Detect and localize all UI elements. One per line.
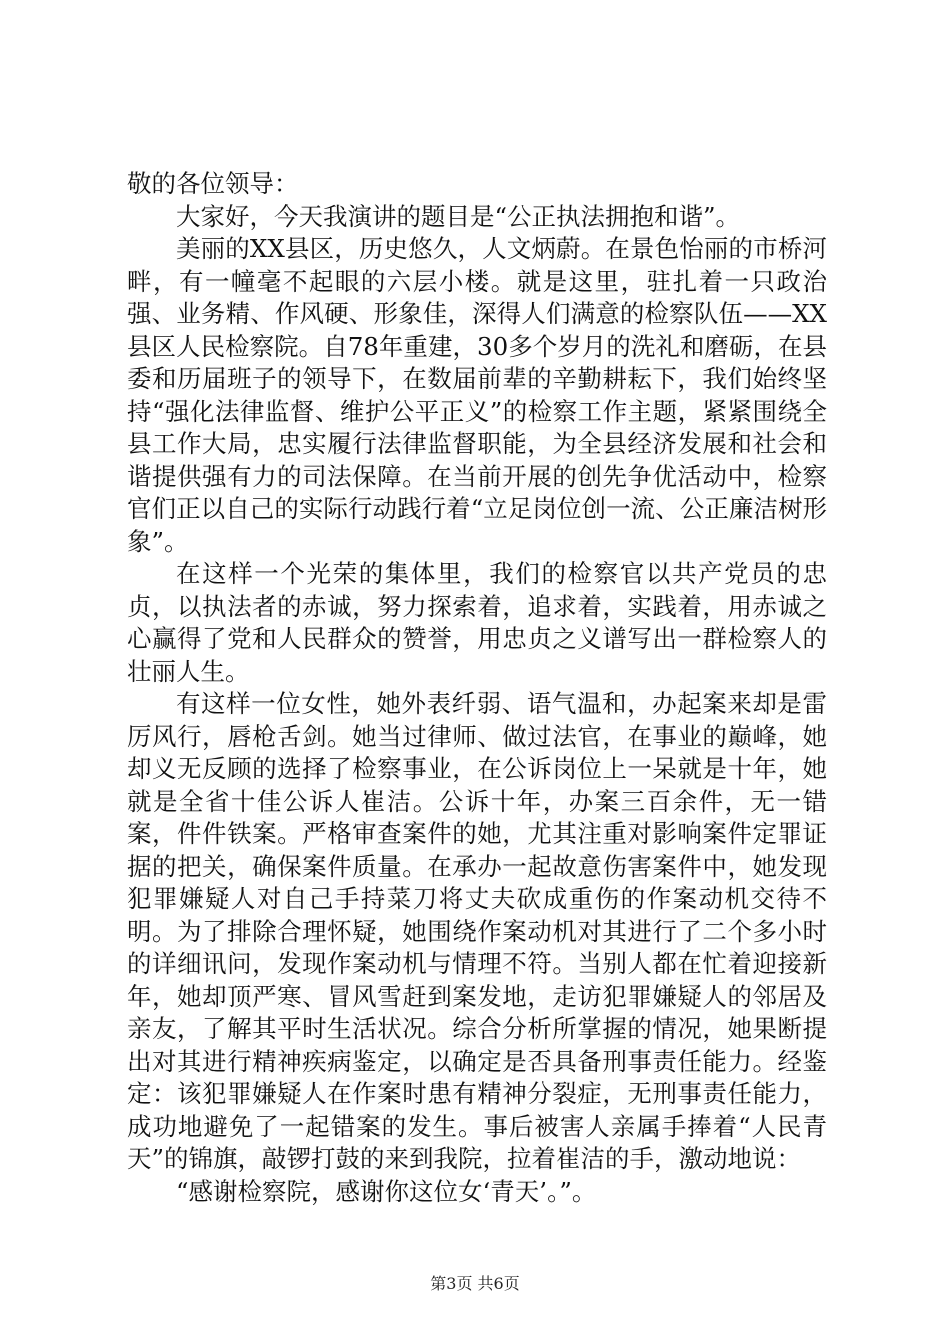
page-footer: 第3页 共6页 [430,1274,520,1293]
paragraph-collective: 在这样一个光荣的集体里，我们的检察官以共产党员的忠贞，以执法者的赤诚，努力探索着，追求着，实践着，用赤诚之心赢得了党和人民群众的赞誉，用忠贞之义谱写出一群检察人的壮丽人生。 [127,559,827,686]
paragraph-greeting: 大家好，今天我演讲的题目是“公正执法拥抱和谐”。 [176,201,741,231]
document-body [127,168,827,1208]
paragraph-quote: “感谢检察院，感谢你这位女‘青天’。”。 [176,1176,597,1206]
salutation: 敬的各位领导： [127,169,299,198]
paragraph-procuratorate-intro: 美丽的XX县区，历史悠久，人文炳蔚。在景色怡丽的市桥河畔，有一幢毫不起眼的六层小楼。就是这里，驻扎着一只政治强、业务精、作风硬、形象佳，深得人们满意的检察队伍——XX县区人民检察院。自78年重建，30多个岁月的洗礼和磨砺，在县委和历届班子的领导下，在数届前辈的辛勤耕耘下，我们始终坚持“强化法律监督、维护公平正义”的检察工作主题，紧紧围绕全县工作大局，忠实履行法律监督职能，为全县经济发展和社会和谐提供强有力的司法保障。在当前开展的创先争优活动中，检察官们正以自己的实际行动践行着“立足岗位创一流、公正廉洁树形象”。 [127,234,827,556]
paragraph-prosecutor-story: 有这样一位女性，她外表纤弱、语气温和，办起案来却是雷厉风行，唇枪舌剑。她当过律师、做过法官，在事业的巅峰，她却义无反顾的选择了检察事业，在公诉岗位上一呆就是十年，她就是全省十佳公诉人崔洁。公诉十年，办案三百余件，无一错案，件件铁案。严格审查案件的她，尤其注重对影响案件定罪证据的把关，确保案件质量。在承办一起故意伤害案件中，她发现犯罪嫌疑人对自己手持菜刀将丈夫砍成重伤的作案动机交待不明。为了排除合理怀疑，她围绕作案动机对其进行了二个多小时的详细讯问，发现作案动机与情理不符。当别人都在忙着迎接新年，她却顶严寒、冒风雪赶到案发地，走访犯罪嫌疑人的邻居及亲友，了解其平时生活状况。综合分析所掌握的情况，她果断提出对其进行精神疾病鉴定，以确定是否具备刑事责任能力。经鉴定：该犯罪嫌疑人在作案时患有精神分裂症，无刑事责任能力，成功地避免了一起错案的发生。事后被害人亲属手捧着“人民青天”的锦旗，敲锣打鼓的来到我院，拉着崔洁的手，激动地说： [127,689,827,1173]
